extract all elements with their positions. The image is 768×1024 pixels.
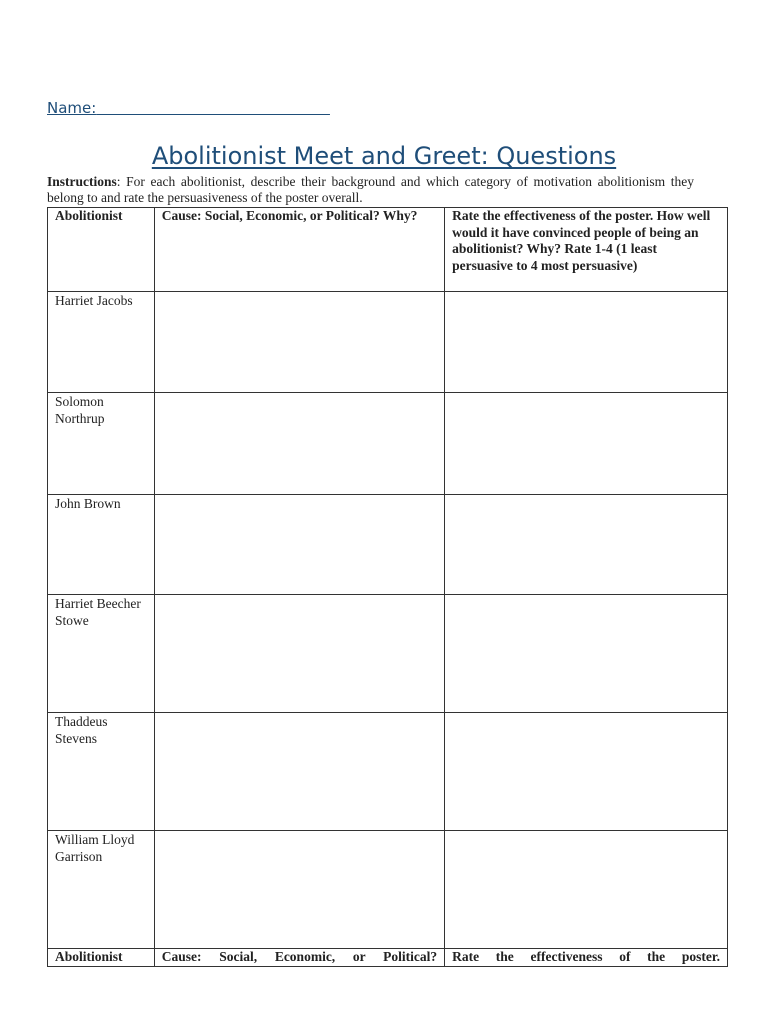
- cause-cell[interactable]: [154, 292, 444, 393]
- rating-cell[interactable]: [445, 393, 728, 495]
- row-name: John Brown: [48, 495, 155, 595]
- instructions-text: : For each abolitionist, describe their background and which category of motivation abolitionism they belong to and rate the persuasiveness of the poster overall.: [47, 174, 694, 205]
- table-row: [48, 393, 728, 495]
- table-row: [48, 595, 728, 713]
- rating-cell[interactable]: [445, 292, 728, 393]
- table-row: [48, 831, 728, 949]
- cause-cell[interactable]: [154, 831, 444, 949]
- abolitionist-table: [47, 207, 728, 967]
- table-row: [48, 713, 728, 831]
- table-header-row: [48, 208, 728, 292]
- row-name: Thaddeus Stevens: [48, 713, 155, 831]
- row-name: Harriet Jacobs: [48, 292, 155, 393]
- table-row: [48, 495, 728, 595]
- repeat-header-row: [48, 949, 728, 967]
- row-name: Solomon Northrup: [48, 393, 155, 495]
- row-name: Harriet Beecher Stowe: [48, 595, 155, 713]
- cause-cell[interactable]: [154, 595, 444, 713]
- row-name: William Lloyd Garrison: [48, 831, 155, 949]
- rating-cell[interactable]: [445, 831, 728, 949]
- rating-cell[interactable]: [445, 495, 728, 595]
- cause-cell[interactable]: [154, 713, 444, 831]
- header-rating: Rate the effectiveness of the poster. How well would it have convinced people of being an abolitionist? Why? Rate 1-4 (1 least persuasive to 4 most persuasive): [445, 208, 728, 292]
- header-cause: Cause: Social, Economic, or Political? Why?: [154, 208, 444, 292]
- rating-cell[interactable]: [445, 595, 728, 713]
- name-label: Name:: [47, 99, 97, 117]
- repeat-header-rating: Rate the effectiveness of the poster.: [445, 949, 728, 967]
- header-abolitionist: Abolitionist: [48, 208, 155, 292]
- repeat-header-cause: Cause: Social, Economic, or Political?: [154, 949, 444, 967]
- instructions-label: Instructions: [47, 174, 117, 189]
- repeat-header-abolitionist: Abolitionist: [48, 949, 155, 967]
- cause-cell[interactable]: [154, 495, 444, 595]
- name-field[interactable]: [47, 99, 330, 117]
- page-title: Abolitionist Meet and Greet: Questions: [151, 142, 617, 170]
- cause-cell[interactable]: [154, 393, 444, 495]
- instructions: [47, 174, 694, 206]
- rating-cell[interactable]: [445, 713, 728, 831]
- table-row: [48, 292, 728, 393]
